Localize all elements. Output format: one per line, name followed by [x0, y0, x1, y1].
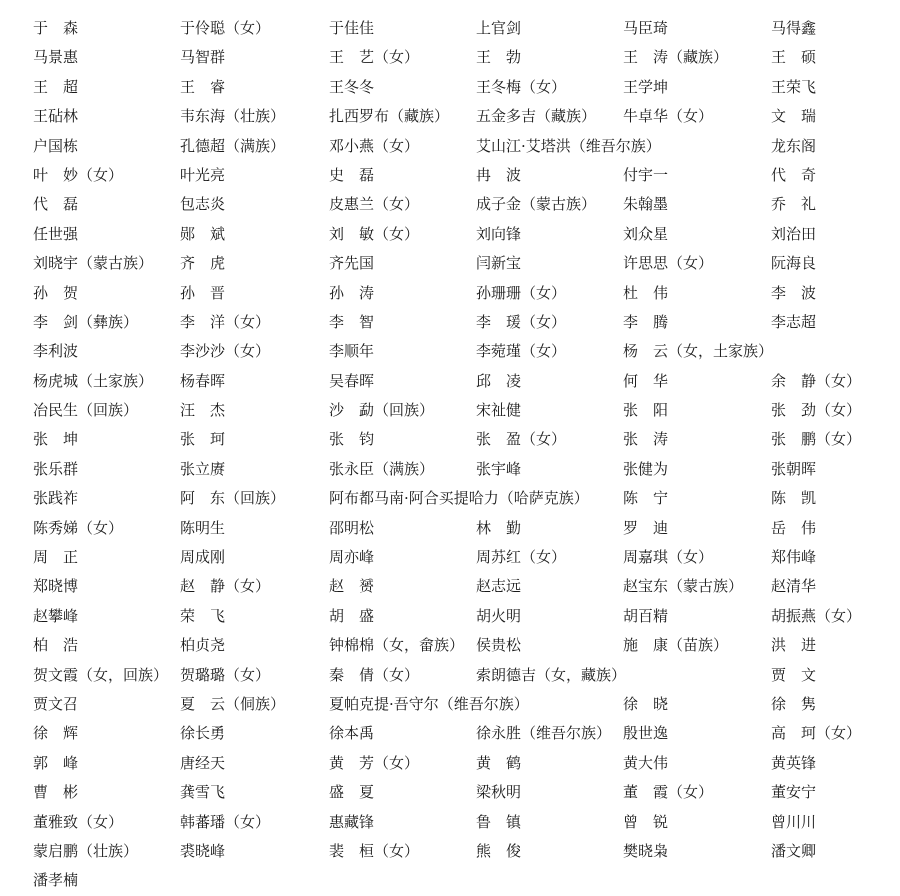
person-name: 冉 波 [476, 165, 522, 184]
person-name: 黄大伟 [623, 753, 669, 772]
person-name: 胡振燕（女） [771, 606, 862, 625]
roster-row [33, 661, 893, 690]
roster-row [33, 220, 893, 249]
person-name: 韩蕃璠（女） [180, 812, 271, 831]
person-name: 夏 云（侗族） [180, 694, 286, 713]
person-name: 王砧林 [33, 107, 79, 126]
person-name: 阿 东（回族） [180, 489, 286, 508]
person-name: 刘 敏（女） [329, 224, 420, 243]
person-name: 王 硕 [771, 48, 817, 67]
person-name: 张 珂 [180, 430, 226, 449]
person-name: 王 睿 [180, 77, 226, 96]
person-name: 胡 盛 [329, 606, 375, 625]
roster-row [33, 396, 893, 425]
person-name: 徐本禹 [329, 724, 375, 743]
person-name: 胡百精 [623, 606, 669, 625]
person-name: 贺璐璐（女） [180, 665, 271, 684]
roster-row [33, 73, 893, 102]
roster-row [33, 631, 893, 660]
person-name: 周成刚 [180, 548, 226, 567]
person-name: 阮海良 [771, 254, 817, 273]
person-name: 成子金（蒙古族） [476, 195, 597, 214]
person-name: 黄 鹤 [476, 753, 522, 772]
person-name: 张永臣（满族） [329, 459, 435, 478]
roster-row [33, 778, 893, 807]
person-name: 李 腾 [623, 312, 669, 331]
person-name: 陈 凯 [771, 489, 817, 508]
person-name: 柏贞尧 [180, 636, 226, 655]
person-name: 潘文卿 [771, 841, 817, 860]
person-name: 闫新宝 [476, 254, 522, 273]
person-name: 赵志远 [476, 577, 522, 596]
person-name: 于伶聪（女） [180, 19, 271, 37]
person-name: 徐 隽 [771, 694, 817, 713]
roster-row [33, 866, 893, 895]
roster-row [33, 749, 893, 778]
person-name: 邵明松 [329, 518, 375, 537]
person-name: 孙 贺 [33, 283, 79, 302]
person-name: 张立赓 [180, 459, 226, 478]
person-name: 马景惠 [33, 48, 79, 67]
roster-row [33, 132, 893, 161]
person-name: 刘治田 [771, 224, 817, 243]
person-name: 张乐群 [33, 459, 79, 478]
person-name: 秦 倩（女） [329, 665, 420, 684]
person-name: 五金多吉（藏族） [476, 107, 597, 126]
person-name: 代 奇 [771, 165, 817, 184]
person-name: 郭 峰 [33, 753, 79, 772]
person-name: 周亦峰 [329, 548, 375, 567]
person-name: 陈明生 [180, 518, 226, 537]
person-name: 罗 迪 [623, 518, 669, 537]
person-name: 齐先国 [329, 254, 375, 273]
person-name: 张 鹏（女） [771, 430, 862, 449]
person-name: 周 正 [33, 548, 79, 567]
person-name: 董雅致（女） [33, 812, 124, 831]
person-name: 乔 礼 [771, 195, 817, 214]
person-name: 曾川川 [771, 812, 817, 831]
person-name: 侯贵松 [476, 636, 522, 655]
person-name: 韦东海（壮族） [180, 107, 286, 126]
person-name: 张 阳 [623, 401, 669, 420]
person-name: 樊晓枭 [623, 841, 669, 860]
person-name: 上官剑 [476, 19, 522, 37]
person-name: 马臣琦 [623, 19, 669, 37]
roster-row [33, 572, 893, 601]
person-name: 胡火明 [476, 606, 522, 625]
person-name: 梁秋明 [476, 783, 522, 802]
person-name: 朱翰墨 [623, 195, 669, 214]
person-name: 施 康（苗族） [623, 636, 729, 655]
person-name: 王 涛（藏族） [623, 48, 729, 67]
person-name: 皮惠兰（女） [329, 195, 420, 214]
person-name: 盛 夏 [329, 783, 375, 802]
person-name: 张 钧 [329, 430, 375, 449]
person-name: 冶民生（回族） [33, 401, 139, 420]
person-name: 张践祚 [33, 489, 79, 508]
person-name: 孙 晋 [180, 283, 226, 302]
person-name: 周嘉琪（女） [623, 548, 714, 567]
person-name: 陈秀娣（女） [33, 518, 124, 537]
person-name: 张 坤 [33, 430, 79, 449]
roster-row [33, 308, 893, 337]
person-name: 包志炎 [180, 195, 226, 214]
person-name: 龚雪飞 [180, 783, 226, 802]
person-name: 赵 赟 [329, 577, 375, 596]
person-name: 曾 锐 [623, 812, 669, 831]
person-name: 徐永胜（维吾尔族） [476, 724, 612, 743]
roster-row [33, 455, 893, 484]
person-name: 黄 芳（女） [329, 753, 420, 772]
person-name: 柏 浩 [33, 636, 79, 655]
person-name: 马智群 [180, 48, 226, 67]
person-name: 阿布都马南·阿合买提哈力（哈萨克族） [329, 489, 589, 508]
person-name: 王冬冬 [329, 77, 375, 96]
person-name: 裴 桓（女） [329, 841, 420, 860]
person-name: 邓小燕（女） [329, 136, 420, 155]
person-name: 任世强 [33, 224, 79, 243]
roster-row [33, 337, 893, 366]
person-name: 董 霞（女） [623, 783, 714, 802]
person-name: 徐 晓 [623, 694, 669, 713]
person-name: 李 洋（女） [180, 312, 271, 331]
person-name: 索朗德吉（女，藏族） [476, 665, 627, 684]
person-name: 李利波 [33, 342, 79, 361]
person-name: 高 珂（女） [771, 724, 862, 743]
person-name: 沙 勐（回族） [329, 401, 435, 420]
person-name: 李顺年 [329, 342, 375, 361]
person-name: 刘晓宇（蒙古族） [33, 254, 154, 273]
person-name: 付宇一 [623, 165, 669, 184]
person-name: 叶光亮 [180, 165, 226, 184]
person-name: 熊 俊 [476, 841, 522, 860]
person-name: 叶 妙（女） [33, 165, 124, 184]
person-name: 赵 静（女） [180, 577, 271, 596]
roster-row [33, 102, 893, 131]
roster-row [33, 484, 893, 513]
roster-row [33, 690, 893, 719]
person-name: 齐 虎 [180, 254, 226, 273]
person-name: 李 剑（彝族） [33, 312, 139, 331]
roster-row [33, 43, 893, 72]
roster-row [33, 367, 893, 396]
person-name: 李菀瑾（女） [476, 342, 567, 361]
person-name: 李 智 [329, 312, 375, 331]
person-name: 孙珊珊（女） [476, 283, 567, 302]
roster-row [33, 249, 893, 278]
roster-row [33, 719, 893, 748]
person-name: 郑晓博 [33, 577, 79, 596]
person-name: 王 艺（女） [329, 48, 420, 67]
person-name: 钟棉棉（女，畲族） [329, 636, 465, 655]
person-name: 赵清华 [771, 577, 817, 596]
person-name: 李 波 [771, 283, 817, 302]
person-name: 曹 彬 [33, 783, 79, 802]
person-name: 郑伟峰 [771, 548, 817, 567]
person-name: 岳 伟 [771, 518, 817, 537]
roster-row [33, 837, 893, 866]
person-name: 林 勤 [476, 518, 522, 537]
person-name: 李志超 [771, 312, 817, 331]
roster-row [33, 14, 893, 43]
person-name: 文 瑞 [771, 107, 817, 126]
roster-row [33, 190, 893, 219]
person-name: 于 森 [33, 19, 79, 37]
person-name: 吴春晖 [329, 371, 375, 390]
roster-row [33, 808, 893, 837]
person-name: 郧 斌 [180, 224, 226, 243]
person-name: 于佳佳 [329, 19, 375, 37]
person-name: 王荣飞 [771, 77, 817, 96]
person-name: 宋祉健 [476, 401, 522, 420]
person-name: 黄英锋 [771, 753, 817, 772]
person-name: 裘晓峰 [180, 841, 226, 860]
person-name: 李沙沙（女） [180, 342, 271, 361]
person-name: 牛卓华（女） [623, 107, 714, 126]
person-name: 汪 杰 [180, 401, 226, 420]
person-name: 艾山江·艾塔洪（维吾尔族） [476, 136, 661, 155]
person-name: 张健为 [623, 459, 669, 478]
person-name: 张朝晖 [771, 459, 817, 478]
person-name: 马得鑫 [771, 19, 817, 37]
person-name: 张 涛 [623, 430, 669, 449]
person-name: 周苏红（女） [476, 548, 567, 567]
person-name: 张 盈（女） [476, 430, 567, 449]
person-name: 鲁 镇 [476, 812, 522, 831]
person-name: 荣 飞 [180, 606, 226, 625]
roster-row [33, 602, 893, 631]
person-name: 唐经天 [180, 753, 226, 772]
person-name: 殷世逸 [623, 724, 669, 743]
person-name: 李 瑗（女） [476, 312, 567, 331]
person-name: 张 劲（女） [771, 401, 862, 420]
person-name: 陈 宁 [623, 489, 669, 508]
person-name: 杜 伟 [623, 283, 669, 302]
person-name: 徐 辉 [33, 724, 79, 743]
person-name: 刘众星 [623, 224, 669, 243]
roster-row [33, 161, 893, 190]
person-name: 户国栋 [33, 136, 79, 155]
person-name: 杨 云（女，土家族） [623, 342, 774, 361]
person-name: 洪 进 [771, 636, 817, 655]
person-name: 赵宝东（蒙古族） [623, 577, 744, 596]
person-name: 何 华 [623, 371, 669, 390]
person-name: 王冬梅（女） [476, 77, 567, 96]
person-name: 杨春晖 [180, 371, 226, 390]
person-name: 余 静（女） [771, 371, 862, 390]
person-name: 王学坤 [623, 77, 669, 96]
person-name: 史 磊 [329, 165, 375, 184]
person-name: 夏帕克提·吾守尔（维吾尔族） [329, 694, 529, 713]
person-name: 贾文召 [33, 694, 79, 713]
roster-row [33, 279, 893, 308]
person-name: 潘孝楠 [33, 871, 79, 890]
person-name: 扎西罗布（藏族） [329, 107, 450, 126]
person-name: 代 磊 [33, 195, 79, 214]
person-name: 杨虎城（土家族） [33, 371, 154, 390]
person-name: 蒙启鹏（壮族） [33, 841, 139, 860]
person-name: 王 超 [33, 77, 79, 96]
person-name: 王 勃 [476, 48, 522, 67]
person-name: 许思思（女） [623, 254, 714, 273]
person-name: 刘向锋 [476, 224, 522, 243]
name-roster [33, 14, 893, 896]
person-name: 贾 文 [771, 665, 817, 684]
person-name: 徐长勇 [180, 724, 226, 743]
person-name: 邱 凌 [476, 371, 522, 390]
person-name: 惠藏锋 [329, 812, 375, 831]
person-name: 董安宁 [771, 783, 817, 802]
person-name: 孔德超（满族） [180, 136, 286, 155]
person-name: 龙东阁 [771, 136, 817, 155]
roster-row [33, 543, 893, 572]
person-name: 孙 涛 [329, 283, 375, 302]
roster-row [33, 514, 893, 543]
person-name: 张宇峰 [476, 459, 522, 478]
person-name: 贺文霞（女，回族） [33, 665, 169, 684]
roster-row [33, 425, 893, 454]
person-name: 赵攀峰 [33, 606, 79, 625]
